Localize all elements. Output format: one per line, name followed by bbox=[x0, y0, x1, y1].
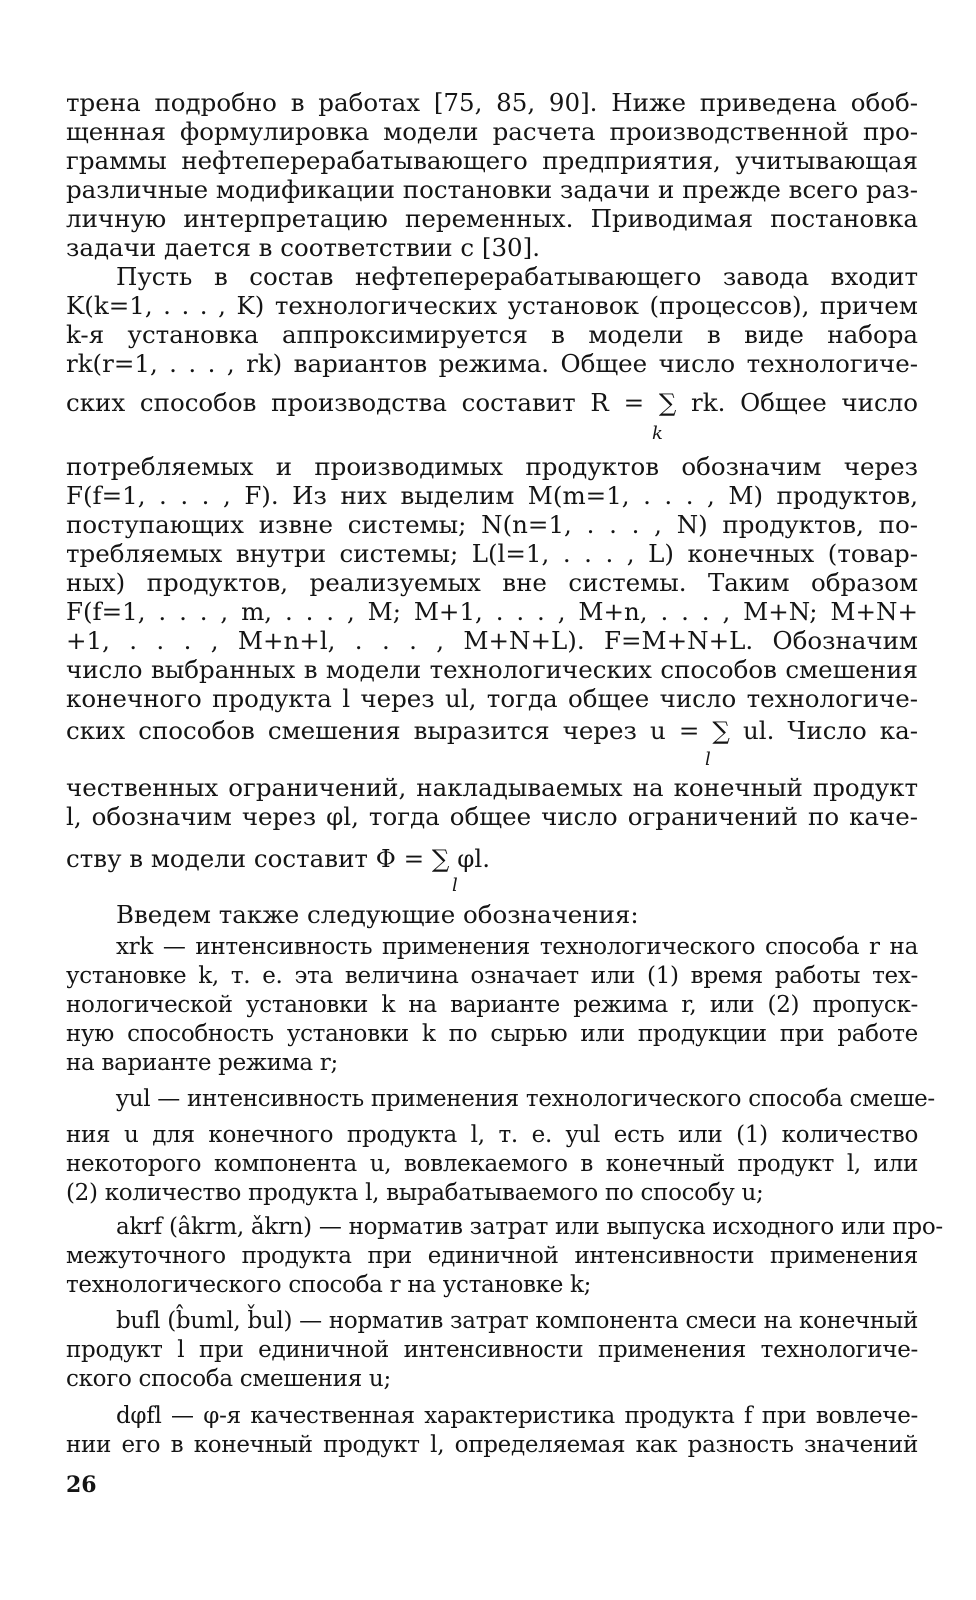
page-number: 26 bbox=[66, 1472, 97, 1498]
text-line: F(f=1, . . . , F). Из них выделим M(m=1, . . . , M) продуктов, bbox=[66, 481, 918, 510]
text-line: задачи дается в соответствии с [30]. bbox=[66, 233, 540, 262]
text-line: ского способа смешения u; bbox=[66, 1366, 391, 1392]
text-line: граммы нефтеперерабатывающего предприятия, учитывающая bbox=[66, 146, 918, 175]
text-line: rk(r=1, . . . , rk) вариантов режима. Общее число технологиче- bbox=[66, 349, 918, 378]
text-line: установке k, т. е. эта величина означает или (1) время работы тех- bbox=[66, 963, 918, 989]
sum-index: l bbox=[705, 749, 711, 770]
sum-index: k bbox=[652, 423, 663, 444]
text-line: чественных ограничений, накладываемых на конечный продукт bbox=[66, 773, 918, 802]
text-line: l, обозначим через φl, тогда общее число ограничений по каче- bbox=[66, 802, 918, 831]
text-line: трена подробно в работах [75, 85, 90]. Ниже приведена обоб- bbox=[66, 88, 918, 117]
text-line: ских способов смешения выразится через u = ∑ ul. Число ка- bbox=[66, 716, 918, 745]
text-line: F(f=1, . . . , m, . . . , M; M+1, . . . , M+n, . . . , M+N; M+N+ bbox=[66, 597, 918, 626]
text-line: нологической установки k на варианте режима r, или (2) пропуск- bbox=[66, 992, 918, 1018]
text-line: на варианте режима r; bbox=[66, 1050, 338, 1076]
definition-line: akrf (âkrm, ǎkrn) — норматив затрат или выпуска исходного или про- bbox=[116, 1214, 943, 1240]
text-line: различные модификации постановки задачи и прежде всего раз- bbox=[66, 175, 918, 204]
sum-index: l bbox=[452, 875, 458, 896]
text-line: Введем также следующие обозначения: bbox=[116, 900, 639, 929]
definition-line: bufl (b̂uml, b̌ul) — норматив затрат компонента смеси на конечный bbox=[116, 1308, 918, 1334]
text-line: k-я установка аппроксимируется в модели в виде набора bbox=[66, 320, 918, 349]
text-line: потребляемых и производимых продуктов обозначим через bbox=[66, 452, 918, 481]
text-line: ную способность установки k по сырью или продукции при работе bbox=[66, 1021, 918, 1047]
text-line: межуточного продукта при единичной интенсивности применения bbox=[66, 1243, 918, 1269]
text-line: требляемых внутри системы; L(l=1, . . . , L) конечных (товар- bbox=[66, 539, 918, 568]
text-line: K(k=1, . . . , K) технологических установок (процессов), причем bbox=[66, 291, 918, 320]
text-line: некоторого компонента u, вовлекаемого в конечный продукт l, или bbox=[66, 1151, 918, 1177]
text-line: (2) количество продукта l, вырабатываемого по способу u; bbox=[66, 1180, 764, 1206]
text-line: ния u для конечного продукта l, т. е. yul есть или (1) количество bbox=[66, 1122, 918, 1148]
text-line: конечного продукта l через ul, тогда общее число технологиче- bbox=[66, 684, 918, 713]
text-line: щенная формулировка модели расчета производственной про- bbox=[66, 117, 918, 146]
definition-line: dφfl — φ-я качественная характеристика продукта f при вовлече- bbox=[116, 1403, 918, 1429]
text-line: ских способов производства составит R = ∑ rk. Общее число bbox=[66, 388, 918, 417]
definition-line: xrk — интенсивность применения технологического способа r на bbox=[116, 934, 918, 960]
text-line: ству в модели составит Φ = ∑ φl. bbox=[66, 844, 490, 873]
text-line: личную интерпретацию переменных. Приводимая постановка bbox=[66, 204, 918, 233]
text-line: ных) продуктов, реализуемых вне системы. Таким образом bbox=[66, 568, 918, 597]
text-line: поступающих извне системы; N(n=1, . . . , N) продуктов, по- bbox=[66, 510, 918, 539]
definition-line: yul — интенсивность применения технологического способа смеше- bbox=[116, 1086, 935, 1112]
text-line: +1, . . . , M+n+l, . . . , M+N+L). F=M+N+L. Обозначим bbox=[66, 626, 918, 655]
text-line: Пусть в состав нефтеперерабатывающего завода входит bbox=[116, 262, 918, 291]
text-line: продукт l при единичной интенсивности применения технологиче- bbox=[66, 1337, 918, 1363]
text-line: нии его в конечный продукт l, определяемая как разность значений bbox=[66, 1432, 918, 1458]
text-line: число выбранных в модели технологических способов смешения bbox=[66, 655, 918, 684]
text-line: технологического способа r на установке k; bbox=[66, 1272, 592, 1298]
